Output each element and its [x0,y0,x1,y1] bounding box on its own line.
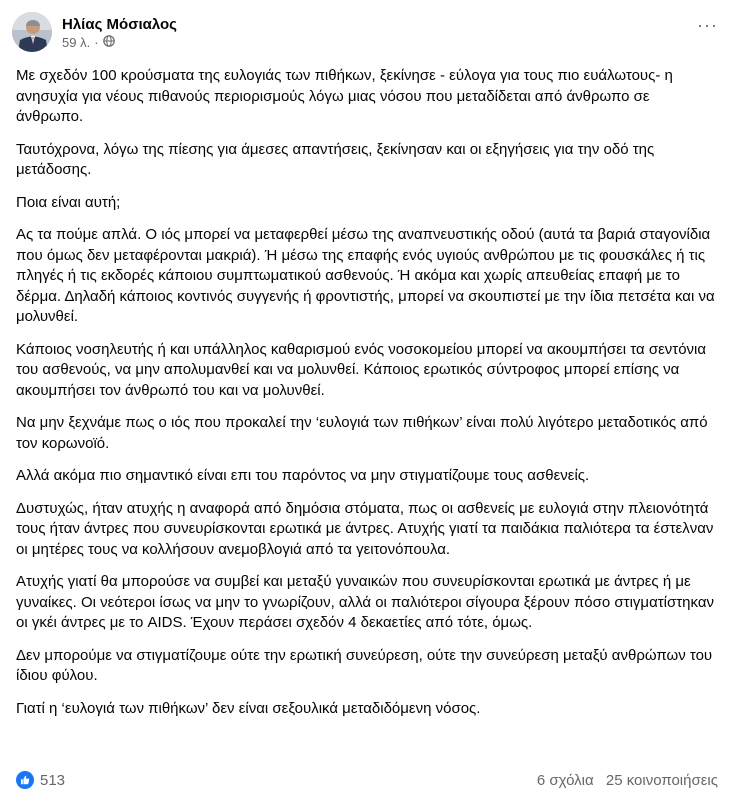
reaction-count[interactable]: 513 [40,771,66,789]
post-paragraph: Με σχεδόν 100 κρούσματα της ευλογιάς των πιθήκων, ξεκίνησε - εύλογα για τους πιο ευάλωτους- η ανησυχία για νέους πιθανούς περιορισμούς λόγω μιας νόσου που μεταδίδεται από άνθρωπο σε άνθρωπο. [16,67,673,125]
more-options-icon[interactable]: ··· [697,15,718,35]
shares-count[interactable]: 25 κοινοποιήσεις [605,771,718,789]
post-paragraph: Κάποιος νοσηλευτής ή και υπάλληλος καθαρισμού ενός νοσοκομείου μπορεί να ακουμπήσει τα σεντόνια του ασθενούς, να μην απολυμανθεί και να μολυνθεί. Κάποιος ερωτικός σύντροφος μπορεί επίσης να ακουμπήσει τον άνθρωπό του και να μολυνθεί. [16,340,707,399]
reactions-summary[interactable] [16,771,65,789]
post-paragraph: Ποια είναι αυτή; [16,193,121,211]
post-paragraph: Γιατί η ‘ευλογιά των πιθήκων’ δεν είναι σεξουλικά μεταδιδόμενη νόσος. [16,699,481,717]
post-timestamp-row [62,34,177,52]
post-paragraph: Ας τα πούμε απλά. Ο ιός μπορεί να μεταφερθεί μέσω της αναπνευστικής οδού (αυτά τα βαριά σταγονίδια που όμως δεν μεταφέρονται μακριά). Ή μέσω της επαφής ενός υγιούς ανθρώπου με τις φουσκάλες ή τις πληγές ή τις εκδορές κάποιου συμπτωματικού ασθενούς. Ή ακόμα και χωρίς απευθείας επαφή με το δέρμα. Δηλαδή κάποιος κοντινός συγγενής ή φροντιστής, μπορεί να σκουπιστεί με την ίδια πετσέτα και να μολυνθεί. [16,226,715,325]
post-meta [62,15,177,52]
post-paragraph: Να μην ξεχνάμε πως ο ιός που προκαλεί την ‘ευλογιά των πιθήκων’ είναι πολύ λιγότερο μεταδοτικός από τον κορωνοϊό. [16,414,708,452]
author-avatar[interactable] [12,12,52,52]
post-paragraph: Δεν μπορούμε να στιγματίζουμε ούτε την ερωτική συνεύρεση, ούτε την συνεύρεση μεταξύ ανθρώπων του ίδιου φύλου. [16,646,713,684]
post-stats [529,772,718,789]
post-footer [16,768,718,792]
post-paragraph: Αλλά ακόμα πιο σημαντικό είναι επι του παρόντος να μην στιγματίζουμε τους ασθενείς. [16,467,590,484]
post-body [16,66,720,731]
globe-icon [103,34,115,52]
post-header [12,12,177,52]
like-icon [16,771,34,789]
author-name[interactable]: Ηλίας Μόσιαλος [62,16,177,33]
comments-count[interactable]: 6 σχόλια [536,771,594,789]
post-paragraph: Ταυτόχρονα, λόγω της πίεσης για άμεσες απαντήσεις, ξεκίνησαν και οι εξηγήσεις για την οδό της μετάδοσης. [16,140,655,178]
post-paragraph: Ατυχής γιατί θα μπορούσε να συμβεί και μεταξύ γυναικών που συνευρίσκονται ερωτικά με άντρες ή με γυναίκες. Οι νεότεροι ίσως να μην το γνωρίζουν, αλλά οι παλιότεροι σίγουρα ξέρουν πόσο στιγματίστηκαν οι γκέι άντρες με το AIDS. Έχουν περάσει σχεδόν 4 δεκαετίες από τότε, όμως. [16,573,715,631]
avatar-photo [12,12,52,52]
post-time[interactable]: 59 λ. [62,35,91,50]
meta-separator: · [94,35,99,50]
post-paragraph: Δυστυχώς, ήταν ατυχής η αναφορά από δημόσια στόματα, πως οι ασθενείς με ευλογιά στην πλειονότητά τους ήταν άντρες που συνευρίσκονται ερωτικά με άντρες. Ατυχής γιατί τα παιδάκια παλιότερα τα έστελναν οι μητέρες τους να κολλήσουν ανεμοβλογιά από τα γειτονόπουλα. [16,499,714,558]
